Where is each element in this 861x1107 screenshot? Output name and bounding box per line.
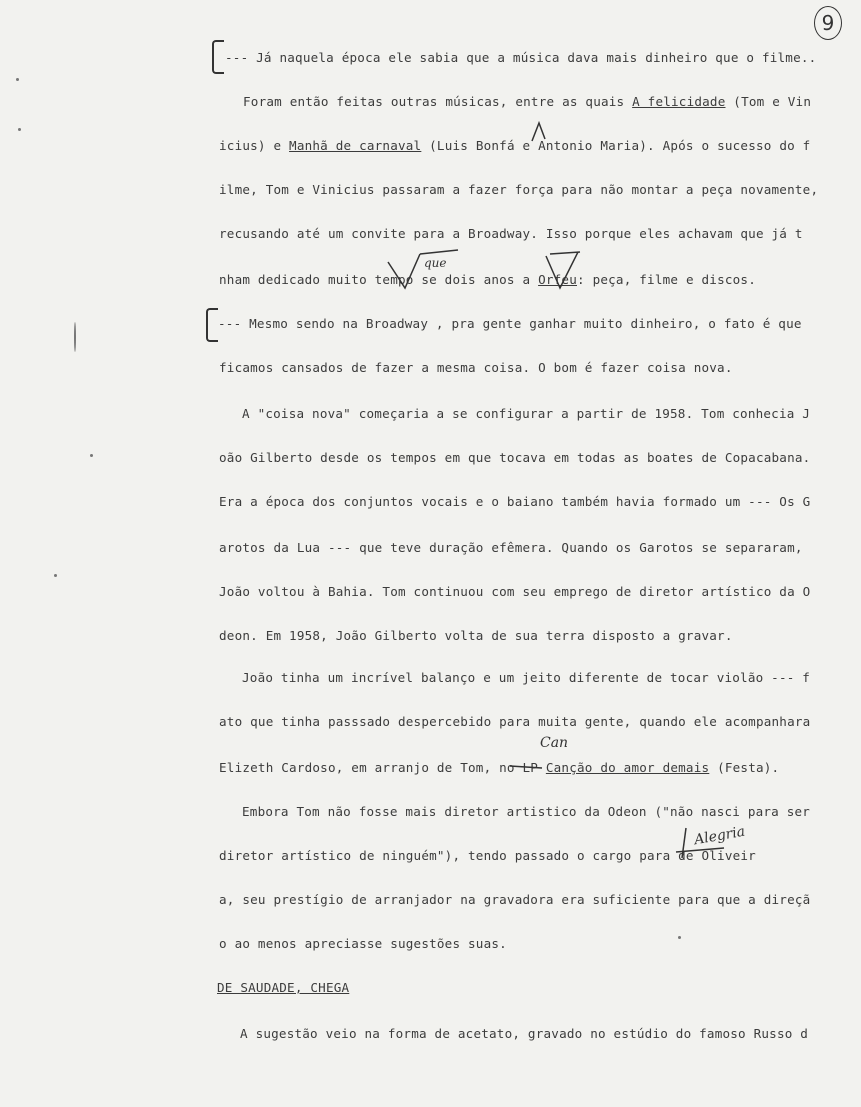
text-segment: recusando até um convite para a Broadway. Isso porque eles achavam que já t bbox=[219, 226, 803, 241]
handwritten-can: Can bbox=[540, 735, 569, 751]
text-segment: (Luis Bonfá e Antonio Maria). Após o sucesso do f bbox=[421, 138, 811, 153]
text-segment: ato que tinha passsado despercebido para muita gente, quando ele acompanhara bbox=[219, 714, 811, 729]
text-segment: João tinha um incrível balanço e um jeito diferente de tocar violão --- f bbox=[242, 670, 811, 685]
text-segment: --- Já naquela época ele sabia que a música dava mais dinheiro que o filme.. bbox=[225, 50, 817, 65]
text-segment: o ao menos apreciasse sugestões suas. bbox=[219, 936, 507, 951]
text-segment: A sugestão veio na forma de acetato, gravado no estúdio do famoso Russo d bbox=[240, 1026, 809, 1041]
text-segment: ficamos cansados de fazer a mesma coisa. O bom é fazer coisa nova. bbox=[219, 360, 733, 375]
check-mark-2 bbox=[546, 252, 578, 288]
text-segment: Elizeth Cardoso, em arranjo de Tom, no LP bbox=[219, 760, 546, 775]
text-segment: Embora Tom não fosse mais diretor artistico da Odeon ("não nasci para ser bbox=[242, 804, 811, 819]
handwritten-alegria: Alegria bbox=[693, 823, 747, 849]
speck bbox=[16, 78, 19, 81]
underlined-title: DE SAUDADE, CHEGA bbox=[217, 980, 350, 995]
strike-mark bbox=[510, 766, 542, 768]
underlined-title: Manhã de carnaval bbox=[289, 138, 422, 153]
text-segment: João voltou à Bahia. Tom continuou com seu emprego de diretor artístico da O bbox=[219, 584, 811, 599]
speck bbox=[54, 574, 57, 577]
underlined-title: Orfeu bbox=[538, 272, 577, 287]
text-segment: A "coisa nova" começaria a se configurar a partir de 1958. Tom conhecia J bbox=[242, 406, 811, 421]
handwritten-que: que bbox=[424, 256, 447, 270]
text-segment: nham dedicado muito tempo se dois anos a bbox=[219, 272, 539, 287]
text-segment: ilme, Tom e Vinicius passaram a fazer força para não montar a peça novamente, bbox=[219, 182, 819, 197]
underlined-title: A felicidade bbox=[632, 94, 726, 109]
text-segment: oão Gilberto desde os tempos em que tocava em todas as boates de Copacabana. bbox=[219, 450, 811, 465]
caret-mark bbox=[532, 123, 545, 141]
underlined-title: Canção do amor demais bbox=[545, 760, 710, 775]
speck bbox=[18, 128, 21, 131]
text-segment: Foram então feitas outras músicas, entre as quais bbox=[243, 94, 633, 109]
speck bbox=[90, 454, 93, 457]
text-segment: (Tom e Vin bbox=[725, 94, 812, 109]
speck bbox=[74, 322, 76, 352]
text-segment: arotos da Lua --- que teve duração efêmera. Quando os Garotos se separaram, bbox=[219, 540, 803, 555]
text-segment: diretor artístico de ninguém"), tendo passado o cargo para de Oliveir bbox=[219, 848, 756, 863]
speck bbox=[678, 936, 681, 939]
text-segment: icius) e bbox=[219, 138, 290, 153]
text-segment: : peça, filme e discos. bbox=[577, 272, 756, 287]
text-segment: --- Mesmo sendo na Broadway , pra gente ganhar muito dinheiro, o fato é que bbox=[218, 316, 802, 331]
text-segment: deon. Em 1958, João Gilberto volta de sua terra disposto a gravar. bbox=[219, 628, 733, 643]
check-mark-1 bbox=[388, 254, 420, 288]
text-segment: a, seu prestígio de arranjador na gravadora era suficiente para que a direçã bbox=[219, 892, 811, 907]
text-segment: Era a época dos conjuntos vocais e o baiano também havia formado um --- Os G bbox=[219, 494, 811, 509]
page-number: 9 bbox=[814, 6, 842, 40]
text-segment: (Festa). bbox=[709, 760, 780, 775]
